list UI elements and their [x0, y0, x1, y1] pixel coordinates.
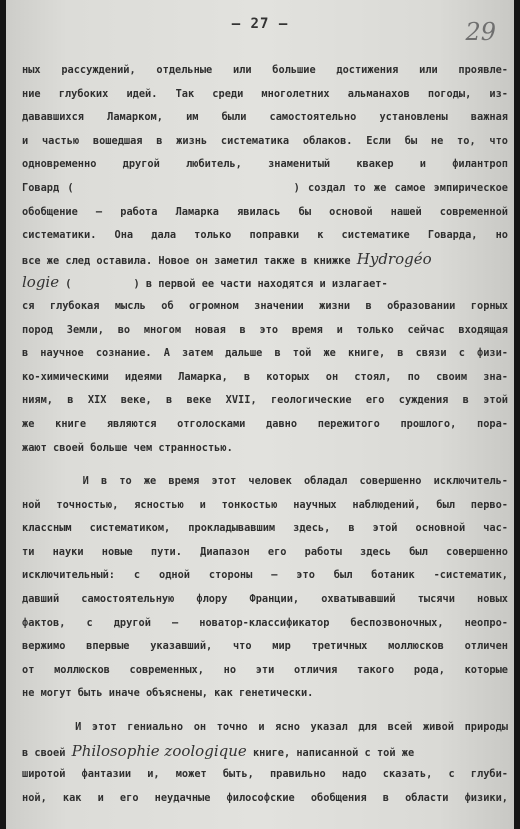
text-line: давший самостоятельную флору Франции, охватывавший тысячи новых — [22, 593, 508, 606]
text-line: обобщение — работа Ламарка явилась бы основой нашей современной — [22, 205, 508, 218]
text-line: ние глубоких идей. Так среди многолетних альманахов погоды, из- — [22, 87, 508, 100]
text-run: книге, написанной с той же — [246, 746, 415, 759]
text-line: систематики. Она дала только поправки к систематике Говарда, но — [22, 229, 508, 242]
text-run: в своей — [22, 746, 72, 759]
document-page — [6, 0, 514, 829]
page-number: — 27 — — [231, 16, 289, 32]
text-line: ной, как и его неудачные философские обобщения в области физики, — [22, 791, 508, 804]
text-line: И этот гениально он точно и ясно указал для всей живой природы — [22, 721, 508, 734]
paragraph-gap — [22, 706, 508, 716]
text-line: одновременно другой любитель, знаменитый квакер и филантроп — [22, 158, 508, 171]
text-run: все же след оставила. Новое он заметил также в книжке — [22, 254, 357, 267]
text-line: исключительный: с одной стороны — это был ботаник -систематик, — [22, 569, 508, 582]
scan-edge-right — [514, 0, 520, 829]
paragraph-gap — [22, 460, 508, 470]
folio-number: 29 — [465, 18, 496, 46]
text-line: ко-химическими идеями Ламарка, в которых он стоял, по своим зна- — [22, 370, 508, 383]
text-line: и частью вошедшая в жизнь систематика облаков. Если бы не то, что — [22, 134, 508, 147]
text-line: И в то же время этот человек обладал совершенно исключитель- — [22, 475, 508, 488]
text-line: жают своей больше чем странностью. — [22, 441, 233, 454]
handwritten-insert: Philosophie zoologique — [71, 741, 247, 760]
text-line: же книге являются отголосками давно пережитого прошлого, пора- — [22, 417, 508, 430]
text-line — [22, 248, 508, 272]
text-line — [22, 271, 508, 295]
handwritten-insert: logie — [22, 273, 60, 292]
handwritten-insert: Hydrogéo — [356, 249, 432, 268]
text-line: дававшихся Ламарком, им были самостоятельно установлены важная — [22, 111, 508, 124]
text-line: фактов, с другой — новатор-классификатор беспозвоночных, неопро- — [22, 616, 508, 629]
text-line: от моллюсков современных, но эти отличия такого рода, которые — [22, 663, 508, 676]
text-line: Говард ( ) создал то же самое эмпирическое — [22, 181, 508, 194]
document-body — [22, 59, 508, 810]
text-line: ных рассуждений, отдельные или большие достижения или проявле- — [22, 64, 508, 76]
text-line: не могут быть иначе объяснены, как генетически. — [22, 687, 314, 700]
text-line: вержимо впервые указавший, что мир третичных моллюсков отличен — [22, 640, 508, 653]
text-line: ниям, в XIX веке, в веке XVII, геологические его суждения в этой — [22, 394, 508, 407]
text-line: ти науки новые пути. Диапазон его работы здесь был совершенно — [22, 545, 508, 558]
text-line: пород Земли, во многом новая в это время и только сейчас входящая — [22, 323, 508, 336]
text-line: в научное сознание. А затем дальше в той же книге, в связи с физи- — [22, 347, 508, 360]
text-line — [22, 740, 508, 764]
text-run: ( ) в первой ее части находятся и излагает- — [59, 278, 388, 291]
text-line: широтой фантазии и, может быть, правильно надо сказать, с глуби- — [22, 768, 508, 781]
text-line: классным систематиком, прокладывавшим здесь, в этой основной час- — [22, 522, 508, 535]
text-line: ся глубокая мысль об огромном значении жизни в образовании горных — [22, 299, 508, 312]
text-line: ной точностью, ясностью и тонкостью научных наблюдений, был перво- — [22, 498, 508, 511]
